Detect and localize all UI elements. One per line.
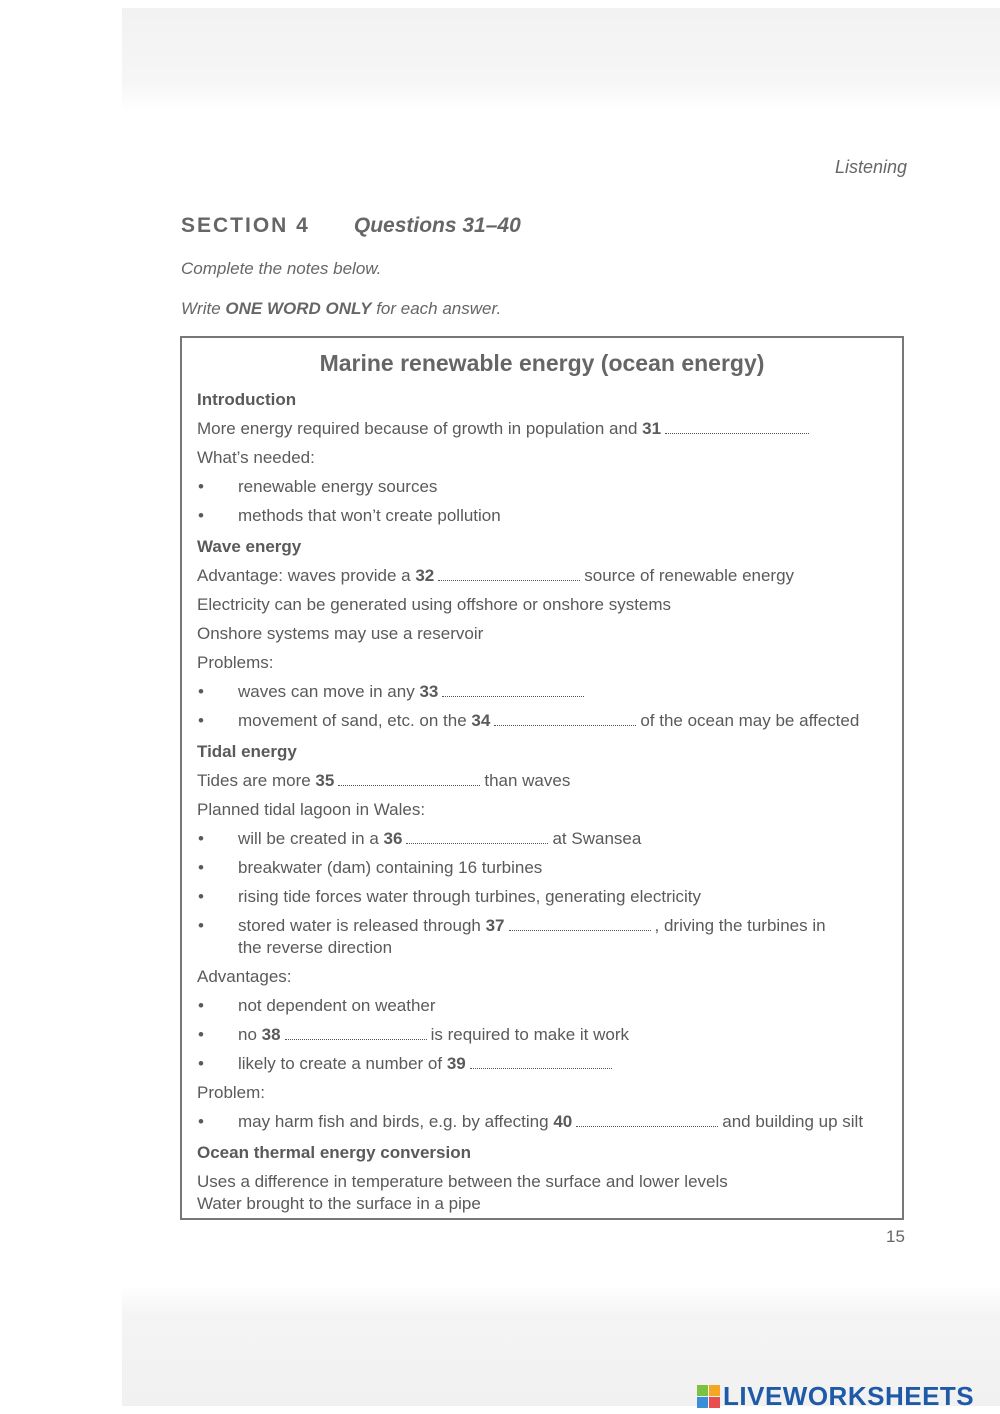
answer-gap-39[interactable]: [470, 1056, 612, 1069]
question-32-line: Advantage: waves provide a 32 source of renewable energy: [197, 566, 795, 585]
advantages-label: Advantages:: [197, 967, 292, 986]
text-line: Electricity can be generated using offshore or onshore systems: [197, 595, 672, 614]
notes-title: Marine renewable energy (ocean energy): [319, 350, 765, 376]
text-line: Onshore systems may use a reservoir: [197, 624, 484, 643]
list-item: • rising tide forces water through turbines, generating electricity: [198, 887, 702, 906]
scan-shadow-top: [122, 8, 1000, 112]
question-40-line: • may harm fish and birds, e.g. by affecting 40 and building up silt: [198, 1112, 864, 1131]
running-header: Listening: [834, 157, 907, 177]
answer-gap-37[interactable]: [509, 918, 651, 931]
lagoon-label: Planned tidal lagoon in Wales:: [197, 800, 426, 819]
answer-gap-31[interactable]: [665, 421, 809, 434]
needed-label: What’s needed:: [197, 448, 315, 467]
list-item: • renewable energy sources: [198, 477, 438, 496]
instruction-word-limit: Write ONE WORD ONLY for each answer.: [181, 299, 502, 318]
heading-otec: Ocean thermal energy conversion: [197, 1143, 471, 1162]
questions-range: Questions 31–40: [353, 214, 521, 237]
question-39-line: • likely to create a number of 39: [198, 1054, 616, 1074]
liveworksheets-wordmark: LIVEWORKSHEETS: [723, 1381, 975, 1411]
question-number: 31: [642, 419, 662, 438]
answer-gap-36[interactable]: [406, 831, 548, 844]
answer-gap-38[interactable]: [285, 1027, 427, 1040]
list-item: • not dependent on weather: [198, 996, 436, 1015]
question-31-line: More energy required because of growth in population and 31: [197, 419, 813, 439]
question-38-line: • no 38 is required to make it work: [198, 1025, 629, 1044]
list-item: • methods that won’t create pollution: [198, 506, 501, 525]
heading-introduction: Introduction: [197, 390, 297, 409]
answer-gap-35[interactable]: [338, 773, 480, 786]
problem-label: Problem:: [197, 1083, 266, 1102]
section-heading: [181, 214, 521, 238]
liveworksheets-mark-icon: [697, 1385, 720, 1408]
question-33-line: • waves can move in any 33: [198, 682, 588, 702]
answer-gap-40[interactable]: [576, 1114, 718, 1127]
instruction-complete: Complete the notes below.: [181, 259, 382, 278]
question-37-continuation: the reverse direction: [238, 938, 393, 957]
question-34-line: • movement of sand, etc. on the 34 of the ocean may be affected: [198, 711, 860, 730]
heading-tidal-energy: Tidal energy: [197, 742, 297, 761]
heading-wave-energy: Wave energy: [197, 537, 302, 556]
answer-gap-34[interactable]: [494, 713, 636, 726]
question-35-line: Tides are more 35 than waves: [197, 771, 571, 790]
answer-gap-33[interactable]: [442, 684, 584, 697]
page-number: 15: [886, 1227, 905, 1246]
notes-box: [180, 336, 904, 1220]
liveworksheets-logo: [697, 1381, 974, 1412]
question-36-line: • will be created in a 36 at Swansea: [198, 829, 642, 848]
text-line: Water brought to the surface in a pipe: [197, 1194, 481, 1213]
question-37-line: • stored water is released through 37 , driving the turbines in: [198, 916, 826, 935]
answer-gap-32[interactable]: [438, 568, 580, 581]
section-label: SECTION 4: [181, 214, 310, 237]
list-item: • breakwater (dam) containing 16 turbines: [198, 858, 543, 877]
text-line: Uses a difference in temperature between the surface and lower levels: [197, 1172, 728, 1191]
problems-label: Problems:: [197, 653, 274, 672]
